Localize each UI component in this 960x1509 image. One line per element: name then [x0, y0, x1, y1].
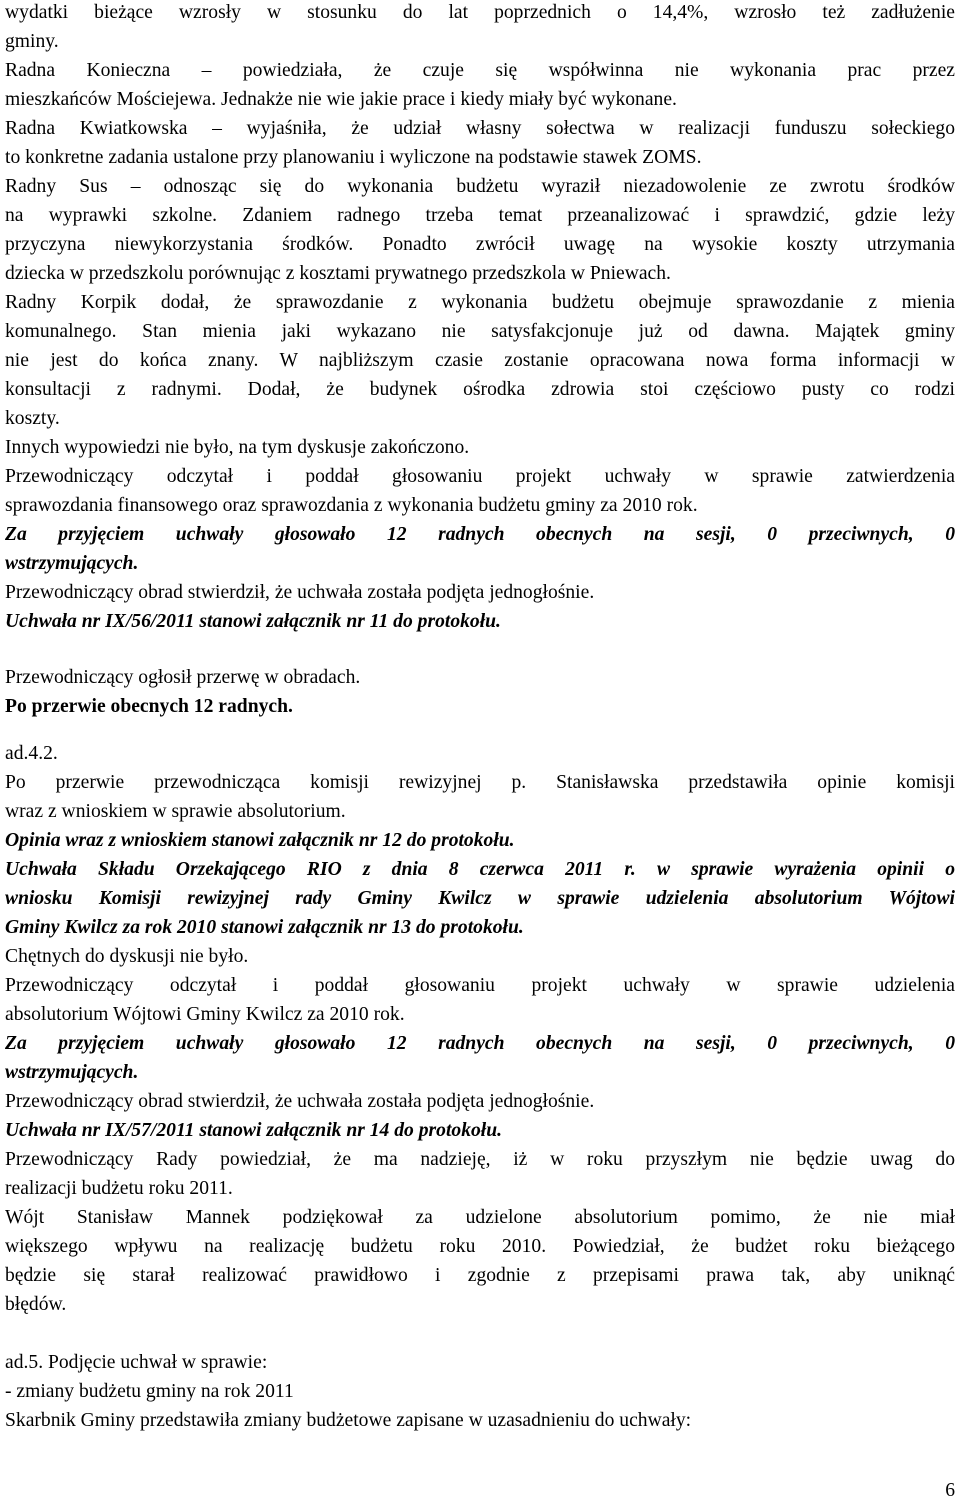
list-item: - zmiany budżetu gminy na rok 2011 — [5, 1381, 294, 1402]
page-number: 6 — [945, 1480, 955, 1501]
text-line: wraz z wnioskiem w sprawie absolutorium. — [5, 801, 346, 822]
text-line: Innych wypowiedzi nie było, na tym dyskusje zakończono. — [5, 437, 470, 458]
text-line: nie jest do końca znany. W najbliższym czasie zostanie opracowana nowa forma informacji w — [5, 350, 955, 371]
vote-result-line: Za przyjęciem uchwały głosowało 12 radnych obecnych na sesji, 0 przeciwnych, 0 — [5, 524, 955, 545]
vote-result-line: wstrzymujących. — [5, 1062, 139, 1083]
text-line: absolutorium Wójtowi Gminy Kwilcz za 2010 rok. — [5, 1004, 405, 1025]
text-line-bold: Po przerwie obecnych 12 radnych. — [5, 696, 293, 717]
text-line: realizacji budżetu roku 2011. — [5, 1178, 233, 1199]
text-line: sprawozdania finansowego oraz sprawozdania z wykonania budżetu gminy za 2010 rok. — [5, 495, 698, 516]
text-line: błędów. — [5, 1294, 67, 1315]
text-line: Przewodniczący odczytał i poddał głosowaniu projekt uchwały w sprawie udzielenia — [5, 975, 955, 996]
text-line: Radna Konieczna – powiedziała, że czuje się współwinna nie wykonania prac przez — [5, 60, 955, 81]
attachment-line: wniosku Komisji rewizyjnej rady Gminy Kwilcz w sprawie udzielenia absolutorium Wójtowi — [5, 888, 955, 909]
attachment-line: Gminy Kwilcz za rok 2010 stanowi załącznik nr 13 do protokołu. — [5, 917, 524, 938]
text-line: Skarbnik Gminy przedstawiła zmiany budżetowe zapisane w uzasadnieniu do uchwały: — [5, 1410, 692, 1431]
section-heading: ad.5. Podjęcie uchwał w sprawie: — [5, 1352, 268, 1373]
text-line: koszty. — [5, 408, 60, 429]
text-line: Chętnych do dyskusji nie było. — [5, 946, 249, 967]
text-line: komunalnego. Stan mienia jaki wykazano nie satysfakcjonuje już od dawna. Majątek gminy — [5, 321, 955, 342]
text-line: gminy. — [5, 31, 59, 52]
vote-result-line: wstrzymujących. — [5, 553, 139, 574]
text-line: wydatki bieżące wzrosły w stosunku do lat poprzednich o 14,4%, wzrosło też zadłużenie — [5, 2, 955, 23]
text-line: Radny Sus – odnosząc się do wykonania budżetu wyraził niezadowolenie ze zwrotu środków — [5, 176, 955, 197]
resolution-line: Uchwała nr IX/56/2011 stanowi załącznik nr 11 do protokołu. — [5, 611, 501, 632]
text-line: większego wpływu na realizację budżetu roku 2010. Powiedział, że budżet roku bieżącego — [5, 1236, 955, 1257]
text-line: Radna Kwiatkowska – wyjaśniła, że udział własny sołectwa w realizacji funduszu sołeckiego — [5, 118, 955, 139]
text-line: przyczyna niewykorzystania środków. Ponadto zwrócił uwagę na wysokie koszty utrzymania — [5, 234, 955, 255]
text-line: mieszkańców Mościejewa. Jednakże nie wie jakie prace i kiedy miały być wykonane. — [5, 89, 677, 110]
text-line: na wyprawki szkolne. Zdaniem radnego trzeba temat przeanalizować i sprawdzić, gdzie leży — [5, 205, 955, 226]
text-line: konsultacji z radnymi. Dodał, że budynek ośrodka zdrowia stoi częściowo pusty co rodzi — [5, 379, 955, 400]
text-line: Po przerwie przewodnicząca komisji rewizyjnej p. Stanisławska przedstawiła opinie komisji — [5, 772, 955, 793]
text-line: Przewodniczący Rady powiedział, że ma nadzieję, iż w roku przyszłym nie będzie uwag do — [5, 1149, 955, 1170]
text-line: Radny Korpik dodał, że sprawozdanie z wykonania budżetu obejmuje sprawozdanie z mienia — [5, 292, 955, 313]
attachment-line: Uchwała Składu Orzekającego RIO z dnia 8 czerwca 2011 r. w sprawie wyrażenia opinii o — [5, 859, 955, 880]
resolution-line: Uchwała nr IX/57/2011 stanowi załącznik nr 14 do protokołu. — [5, 1120, 503, 1141]
section-marker: ad.4.2. — [5, 743, 58, 764]
attachment-line: Opinia wraz z wnioskiem stanowi załącznik nr 12 do protokołu. — [5, 830, 515, 851]
text-line: Przewodniczący odczytał i poddał głosowaniu projekt uchwały w sprawie zatwierdzenia — [5, 466, 955, 487]
text-line: Przewodniczący ogłosił przerwę w obradach. — [5, 667, 361, 688]
text-line: Wójt Stanisław Mannek podziękował za udzielone absolutorium pomimo, że nie miał — [5, 1207, 955, 1228]
text-line: dziecka w przedszkolu porównując z kosztami prywatnego przedszkola w Pniewach. — [5, 263, 671, 284]
text-line: Przewodniczący obrad stwierdził, że uchwała została podjęta jednogłośnie. — [5, 582, 595, 603]
text-line: będzie się starał realizować prawidłowo i zgodnie z przepisami prawa tak, aby uniknąć — [5, 1265, 955, 1286]
text-line: to konkretne zadania ustalone przy planowaniu i wyliczone na podstawie stawek ZOMS. — [5, 147, 702, 168]
vote-result-line: Za przyjęciem uchwały głosowało 12 radnych obecnych na sesji, 0 przeciwnych, 0 — [5, 1033, 955, 1054]
text-line: Przewodniczący obrad stwierdził, że uchwała została podjęta jednogłośnie. — [5, 1091, 595, 1112]
